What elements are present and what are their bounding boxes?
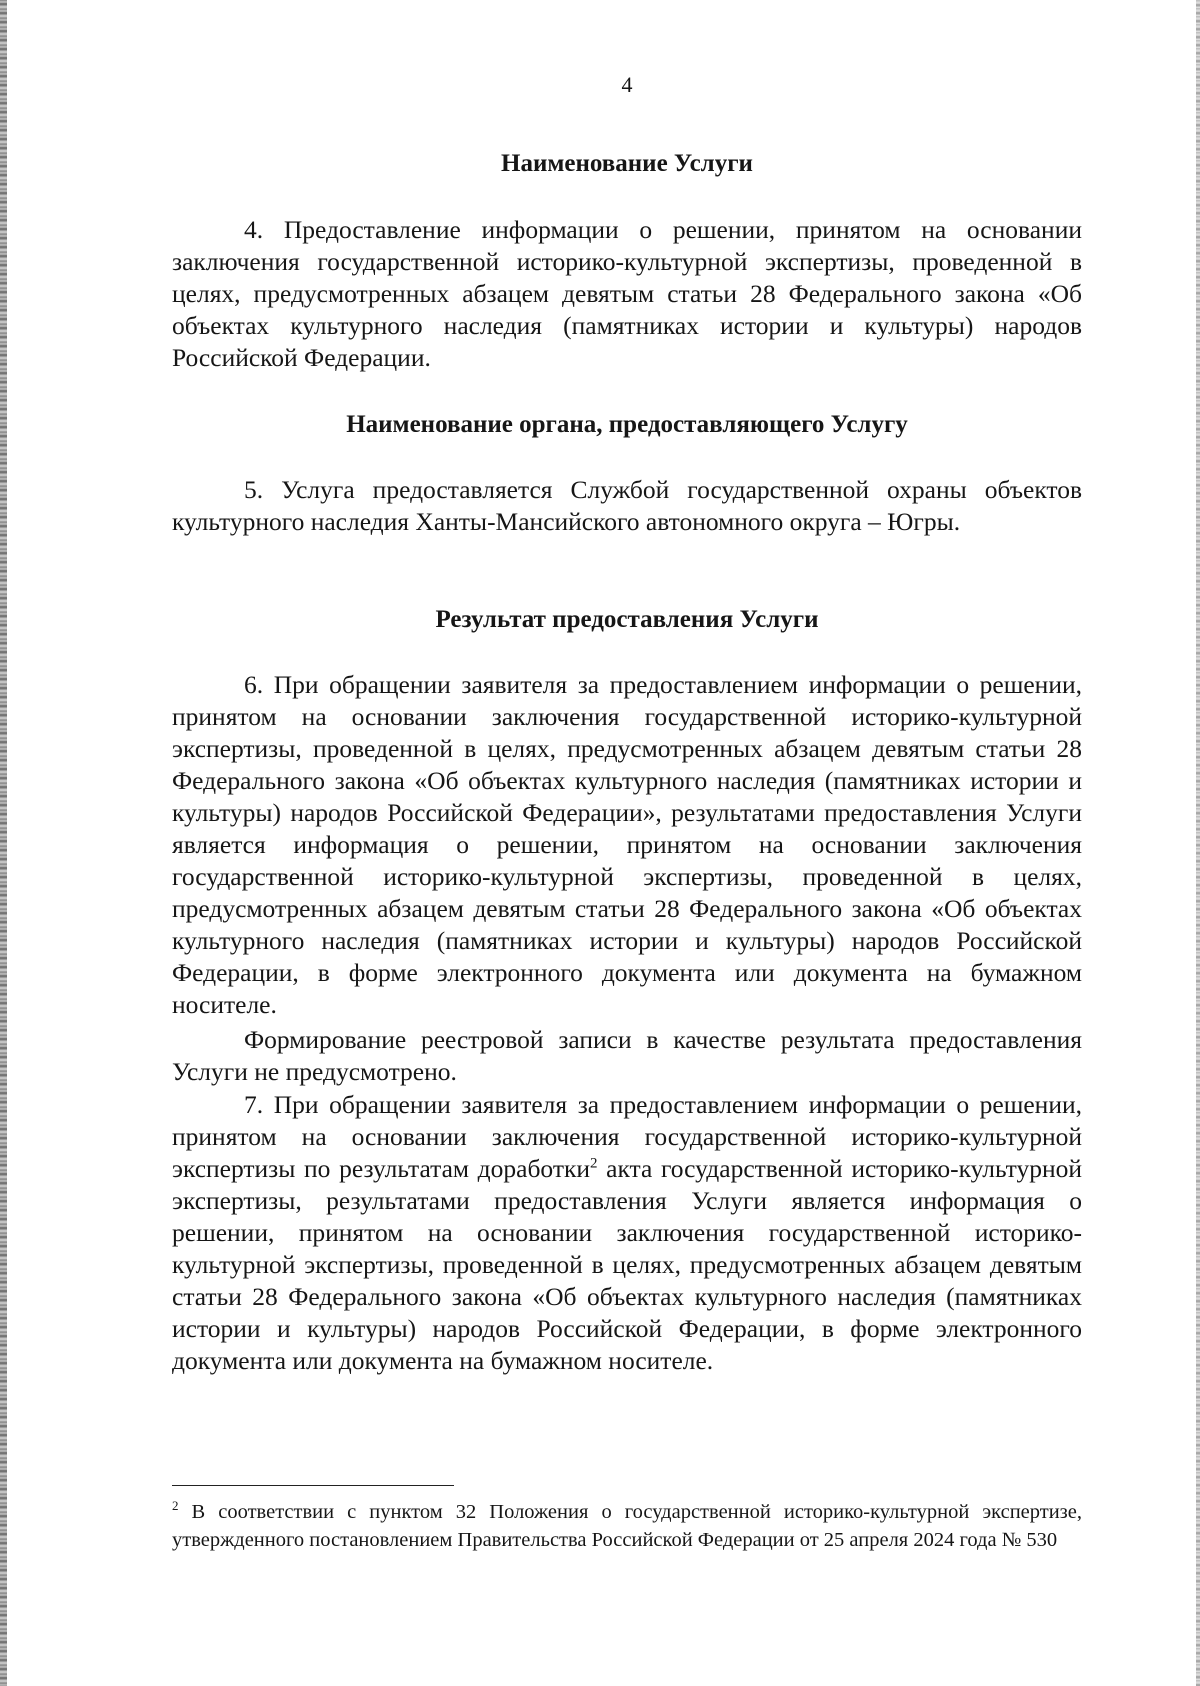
scan-edge-left [0,0,7,1686]
page-number: 4 [621,72,633,97]
paragraph-5: 5. Услуга предоставляется Службой государственной охраны объектов культурного наследия Ханты-Мансийского автономного округа – Югры. [172,475,1082,536]
footnote-marker: 2 [172,1498,179,1514]
heading-service-result: Результат предоставления Услуги [435,606,819,633]
footnote-text: В соответствии с пунктом 32 Положения о государственной историко-культурной экспертизе, утвержденного постановлением Правительства Российской Федерации от 25 апреля 2024 года № 530 [172,1501,1082,1551]
paragraph-7-text-b: акта государственной историко-культурной экспертизы, результатами предоставления Услуги является информация о решении, принятом на основании заключения государственной историко-культурной экспертизы, проведенной в целях, предусмотренных абзацем девятым статьи 28 Федерального закона «Об объектах культурного наследия (памятниках истории и культуры) народов Российской Федерации, в форме электронного документа или документа на бумажном носителе. [172,1154,1082,1375]
heading-service-name: Наименование Услуги [501,150,753,177]
paragraph-6: 6. При обращении заявителя за предоставлением информации о решении, принятом на основании заключения государственной историко-культурной экспертизы, проведенной в целях, предусмотренных абзацем девятым статьи 28 Федерального закона «Об объектах культурного наследия (памятниках истории и культуры) народов Российской Федерации», результатами предоставления Услуги является информация о решении, принятом на основании заключения государственной историко-культурной экспертизы, проведенной в целях, предусмотренных абзацем девятым статьи 28 Федерального закона «Об объектах культурного наследия (памятниках истории и культуры) народов Российской Федерации, в форме электронного документа или документа на бумажном носителе. [172,670,1082,1019]
scan-edge-right [1196,0,1200,1686]
heading-providing-body: Наименование органа, предоставляющего Услугу [346,411,908,438]
footnote-ref-2: 2 [590,1155,598,1172]
paragraph-7 [172,1089,1082,1377]
footnote-2 [172,1498,1082,1554]
footnote-separator [172,1485,454,1486]
paragraph-7-text-a: 7. При обращении заявителя за предоставлением информации о решении, принятом на основании заключения государственной историко-культурной экспертизы по результатам доработки [172,1090,1082,1183]
paragraph-4: 4. Предоставление информации о решении, принятом на основании заключения государственной историко-культурной экспертизы, проведенной в целях, предусмотренных абзацем девятым статьи 28 Федерального закона «Об объектах культурного наследия (памятниках истории и культуры) народов Российской Федерации. [172,215,1082,372]
paragraph-6-registry: Формирование реестровой записи в качестве результата предоставления Услуги не предусмотрено. [172,1025,1082,1086]
